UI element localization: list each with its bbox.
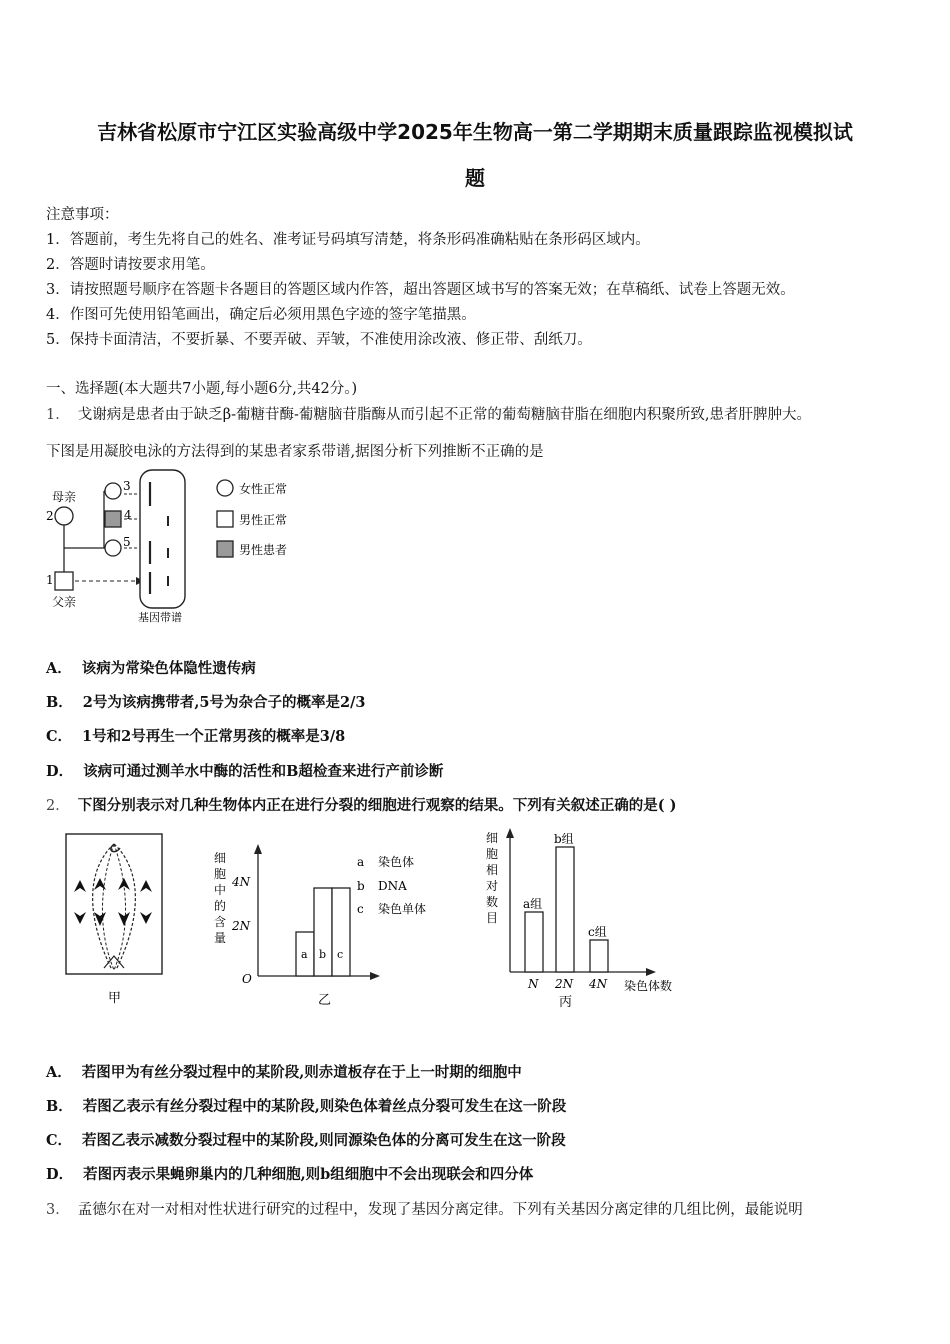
bing-bar-2 bbox=[590, 940, 608, 972]
bing-xlabel: 染色体数 bbox=[624, 979, 673, 993]
gene-band-gel bbox=[140, 470, 185, 608]
q2-option-c[interactable] bbox=[46, 1129, 566, 1150]
chart-bing bbox=[480, 828, 700, 1013]
option-text: 该病可通过测羊水中酶的活性和B超检查来进行产前诊断 bbox=[83, 763, 444, 780]
gene-band-label: 基因带谱 bbox=[138, 611, 182, 624]
option-letter: C． bbox=[46, 1132, 73, 1149]
caption-yi: 乙 bbox=[318, 993, 332, 1008]
caption-jia: 甲 bbox=[108, 991, 122, 1006]
q2-option-d[interactable] bbox=[46, 1163, 533, 1184]
notice-item: 2．答题时请按要求用笔。 bbox=[46, 257, 215, 273]
yi-ylabel-char: 细 bbox=[214, 851, 227, 865]
legend-female-label: 女性正常 bbox=[239, 482, 288, 496]
bing-x-tick: 4N bbox=[589, 977, 608, 991]
number-5: 5 bbox=[123, 535, 131, 549]
legend-male-symbol bbox=[217, 511, 233, 527]
question-3-text bbox=[46, 1198, 803, 1219]
yi-tick-2n: 2N bbox=[232, 919, 251, 933]
option-text: 若图乙表示有丝分裂过程中的某阶段,则染色体着丝点分裂可发生在这一阶段 bbox=[82, 1098, 567, 1115]
legend-patient-label: 男性患者 bbox=[239, 543, 288, 557]
pedigree-figure bbox=[44, 466, 294, 626]
mother-label: 母亲 bbox=[52, 490, 77, 504]
question-1-text bbox=[46, 403, 811, 424]
bing-bar-0 bbox=[525, 912, 543, 972]
q1-option-d[interactable] bbox=[46, 760, 443, 781]
q1-option-a[interactable] bbox=[46, 657, 256, 678]
chart-yi bbox=[208, 838, 458, 1018]
number-2: 2 bbox=[46, 509, 54, 523]
option-letter: C． bbox=[46, 728, 73, 745]
section-heading: 一、选择题(本大题共7小题,每小题6分,共42分。) bbox=[46, 381, 358, 397]
yi-legend-label-a: 染色体 bbox=[378, 855, 415, 869]
question-1-line1: 戈谢病是患者由于缺乏β-葡糖苷酶-葡糖脑苷脂酶从而引起不正常的葡萄糖脑苷脂在细胞内积聚所致,患者肝脾肿大。 bbox=[77, 407, 812, 423]
notice-heading: 注意事项： bbox=[46, 207, 119, 223]
yi-legend-key-a: a bbox=[357, 855, 365, 869]
yi-ylabel-char: 中 bbox=[214, 883, 227, 897]
question-2-stem: 下图分别表示对几种生物体内正在进行分裂的细胞进行观察的结果。下列有关叙述正确的是( ) bbox=[77, 797, 677, 814]
yi-legend-label-c: 染色单体 bbox=[378, 902, 427, 916]
q1-option-c[interactable] bbox=[46, 725, 345, 746]
question-number: 3． bbox=[46, 1202, 70, 1218]
bing-ylabel-char: 胞 bbox=[486, 847, 499, 861]
yi-origin: O bbox=[242, 972, 252, 986]
bing-ylabel-char: 对 bbox=[486, 879, 499, 893]
option-letter: A． bbox=[46, 660, 72, 677]
option-letter: D． bbox=[46, 763, 74, 780]
yi-tick-4n: 4N bbox=[232, 875, 251, 889]
option-text: 2号为该病携带者,5号为杂合子的概率是2/3 bbox=[82, 694, 366, 711]
cell-division-figure-jia bbox=[64, 832, 176, 1012]
yi-ylabel-char: 胞 bbox=[214, 867, 227, 881]
number-1: 1 bbox=[46, 573, 54, 587]
bing-bar-label: a组 bbox=[523, 897, 543, 911]
yi-bar-c bbox=[332, 888, 350, 976]
male-1-symbol bbox=[55, 572, 73, 590]
page-title: 吉林省松原市宁江区实验高级中学2025年生物高一第二学期期末质量跟踪监视模拟试 bbox=[97, 120, 853, 144]
option-text: 若图乙表示减数分裂过程中的某阶段,则同源染色体的分离可发生在这一阶段 bbox=[82, 1132, 566, 1149]
option-letter: B． bbox=[46, 694, 73, 711]
yi-ylabel-char: 含 bbox=[214, 915, 227, 929]
bing-ylabel-char: 目 bbox=[486, 911, 499, 925]
yi-ylabel bbox=[214, 851, 226, 945]
bing-bar-label: b组 bbox=[554, 832, 574, 846]
option-text: 若图丙表示果蝇卵巢内的几种细胞,则b组细胞中不会出现联会和四分体 bbox=[83, 1166, 534, 1183]
bing-x-tick: 2N bbox=[555, 977, 574, 991]
yi-bar-b bbox=[314, 888, 332, 976]
yi-ylabel-char: 量 bbox=[214, 931, 227, 945]
question-2-text bbox=[46, 794, 677, 815]
bing-bar-1 bbox=[556, 847, 574, 972]
legend-male-label: 男性正常 bbox=[239, 513, 288, 527]
q2-option-a[interactable] bbox=[46, 1061, 522, 1082]
legend-female-symbol bbox=[217, 480, 233, 496]
notice-item: 5．保持卡面清洁，不要折暴、不要弄破、弄皱，不准使用涂改液、修正带、刮纸刀。 bbox=[46, 332, 592, 348]
yi-ylabel-char: 的 bbox=[214, 899, 227, 913]
female-2-symbol bbox=[55, 507, 73, 525]
bing-ylabel bbox=[486, 831, 498, 925]
bing-ylabel-char: 相 bbox=[486, 863, 499, 877]
question-number: 2． bbox=[46, 798, 70, 814]
option-text: 该病为常染色体隐性遗传病 bbox=[81, 660, 256, 677]
q2-option-b[interactable] bbox=[46, 1095, 566, 1116]
bing-x-tick: N bbox=[528, 977, 539, 991]
question-number: 1． bbox=[46, 407, 70, 423]
notice-item: 4．作图可先使用铅笔画出，确定后必须用黑色字迹的签字笔描黑。 bbox=[46, 307, 476, 323]
number-3: 3 bbox=[123, 479, 131, 493]
option-letter: D． bbox=[46, 1166, 74, 1183]
option-text: 1号和2号再生一个正常男孩的概率是3/8 bbox=[82, 728, 346, 745]
option-letter: A． bbox=[46, 1064, 72, 1081]
yi-bar-label-a: a bbox=[301, 948, 308, 961]
question-1-line2: 下图是用凝胶电泳的方法得到的某患者家系带谱,据图分析下列推断不正确的是 bbox=[46, 444, 544, 460]
female-3-symbol bbox=[105, 483, 121, 499]
option-letter: B． bbox=[46, 1098, 73, 1115]
q1-option-b[interactable] bbox=[46, 691, 365, 712]
bing-bar-label: c组 bbox=[588, 925, 607, 939]
yi-legend-key-c: c bbox=[357, 902, 364, 916]
option-text: 若图甲为有丝分裂过程中的某阶段,则赤道板存在于上一时期的细胞中 bbox=[81, 1064, 522, 1081]
father-label: 父亲 bbox=[52, 595, 77, 609]
yi-legend-label-b: DNA bbox=[378, 879, 407, 893]
notice-item: 3．请按照题号顺序在答题卡各题目的答题区域内作答，超出答题区域书写的答案无效；在草稿纸、试卷上答题无效。 bbox=[46, 282, 795, 298]
yi-bar-label-c: c bbox=[337, 948, 344, 961]
female-5-symbol bbox=[105, 540, 121, 556]
yi-legend-key-b: b bbox=[357, 879, 365, 893]
number-4: 4 bbox=[124, 508, 132, 522]
page-title-continued: 题 bbox=[465, 166, 485, 190]
legend-patient-symbol bbox=[217, 541, 233, 557]
affected-male-4-symbol bbox=[105, 511, 121, 527]
question-3-stem: 孟德尔在对一对相对性状进行研究的过程中，发现了基因分离定律。下列有关基因分离定律的几组比例，最能说明 bbox=[77, 1202, 803, 1218]
yi-bar-label-b: b bbox=[319, 948, 327, 961]
bing-ylabel-char: 数 bbox=[486, 895, 499, 909]
notice-item: 1．答题前，考生先将自己的姓名、准考证号码填写清楚，将条形码准确粘贴在条形码区域内。 bbox=[46, 232, 650, 248]
bing-ylabel-char: 细 bbox=[486, 831, 499, 845]
caption-bing: 丙 bbox=[559, 995, 573, 1010]
